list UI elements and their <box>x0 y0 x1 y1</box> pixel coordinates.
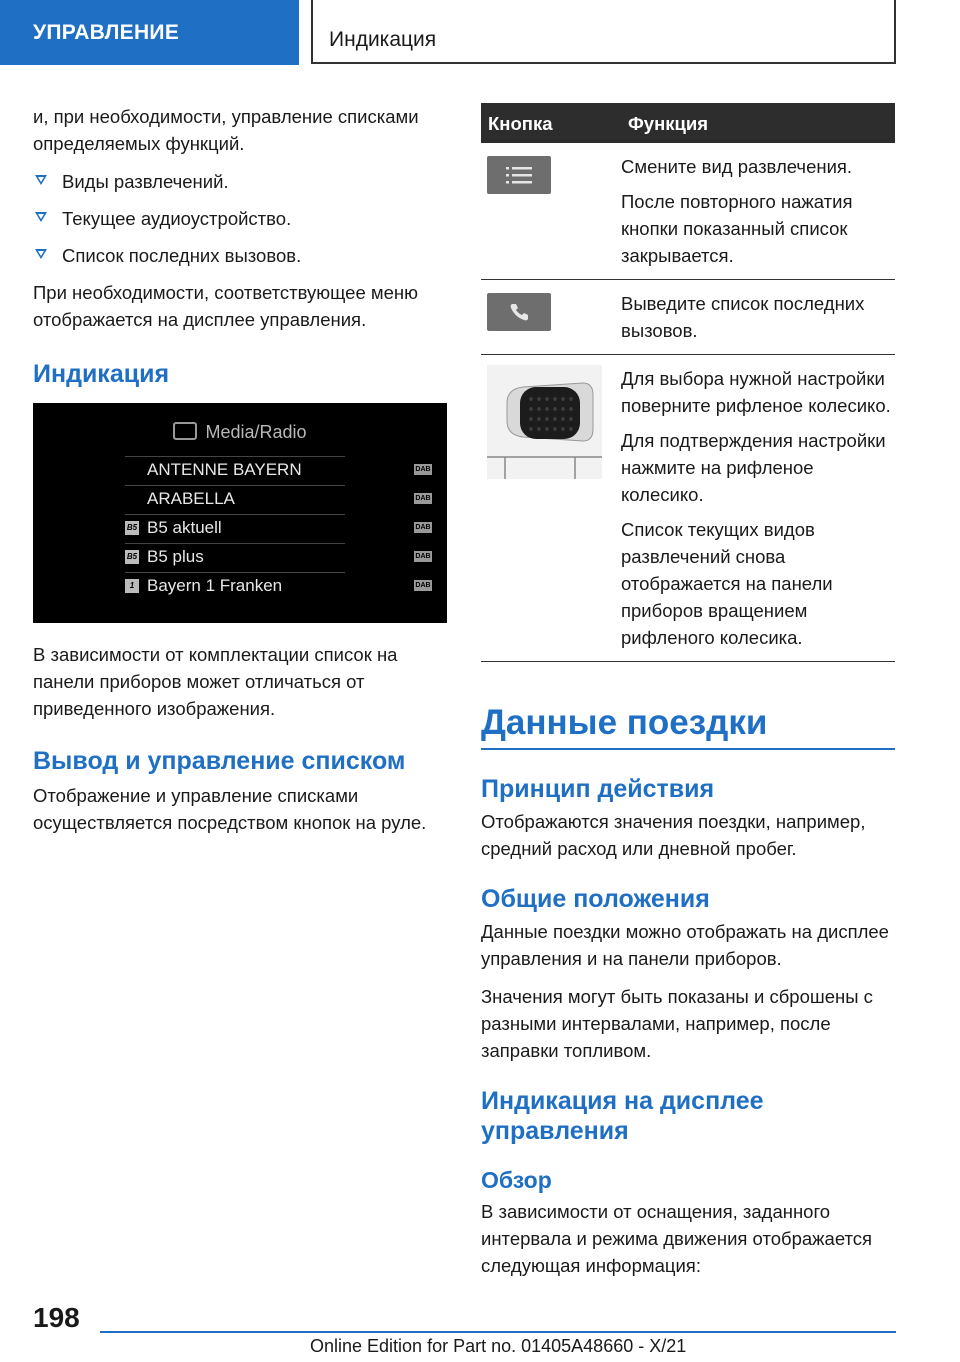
function-text: Смените вид развлечения. <box>621 156 853 177</box>
page-number: 198 <box>33 1302 80 1333</box>
heading-display: Индикация <box>33 360 170 388</box>
col-header-button: Кнопка <box>481 103 621 143</box>
section-title: Индикация <box>311 0 896 64</box>
function-text: После повторного нажатия кнопки показанный список закрывается. <box>621 191 853 266</box>
general-paragraph-1: Данные поездки можно отображать на дисплее управления и на панели приборов. <box>481 921 889 969</box>
triangle-bullet-icon <box>35 175 47 185</box>
menu-paragraph: При необходимости, соответствующее меню отображается на дисплее управления. <box>33 282 418 330</box>
footer-rule <box>100 1331 896 1333</box>
equipment-paragraph: В зависимости от комплектации список на панели приборов может отличаться от приведенного изображения. <box>33 644 398 719</box>
bullet-item: Текущее аудиоустройство. <box>33 205 447 232</box>
trip-data-title: Данные поездки <box>481 703 768 742</box>
heading-overview: Обзор <box>481 1167 552 1193</box>
title-rule <box>481 748 895 750</box>
principle-paragraph: Отображаются значения поездки, например, средний расход или дневной пробег. <box>481 811 866 859</box>
heading-display-control: Индикация на дисплее управления <box>481 1087 764 1145</box>
dab-badge: DAB <box>415 524 431 531</box>
media-radio-screenshot <box>33 403 447 623</box>
table-row <box>481 355 895 662</box>
table-row <box>481 280 895 355</box>
table-row <box>481 143 895 280</box>
station-row: B5 B5 aktuell DAB <box>125 514 345 541</box>
button-function-table <box>481 103 895 662</box>
heading-general: Общие положения <box>481 885 710 913</box>
triangle-bullet-icon <box>35 249 47 259</box>
dab-badge: DAB <box>415 582 431 589</box>
phone-icon <box>487 293 551 331</box>
knurled-wheel-icon <box>487 365 602 479</box>
function-text: Для выбора нужной настройки поверните рифленое колесико. <box>621 368 891 416</box>
chapter-tab: УПРАВЛЕНИЕ <box>0 0 299 65</box>
function-text: Для подтверждения настройки нажмите на рифленое колесико. <box>621 430 886 505</box>
bullet-item: Виды развлечений. <box>33 168 447 195</box>
overview-paragraph: В зависимости от оснащения, заданного интервала и режима движения отображается следующая информация: <box>481 1201 873 1276</box>
radio-title: Media/Radio <box>33 419 447 446</box>
radio-source-icon <box>173 422 197 440</box>
dab-badge: DAB <box>415 495 431 502</box>
list-icon <box>487 156 551 194</box>
dab-badge: DAB <box>415 466 431 473</box>
right-column <box>481 103 895 1290</box>
station-row: B5 B5 plus DAB <box>125 543 345 570</box>
heading-list-control: Вывод и управление списком <box>33 747 406 775</box>
bullet-list <box>33 168 447 269</box>
function-text: Выведите список последних вызовов. <box>621 293 865 341</box>
bullet-item: Список последних вызовов. <box>33 242 447 269</box>
station-row: 1 Bayern 1 Franken DAB <box>125 572 345 599</box>
station-row: ARABELLA DAB <box>125 485 345 512</box>
station-row: ANTENNE BAYERN DAB <box>125 456 345 483</box>
intro-paragraph: и, при необходимости, управление списками определяемых функций. <box>33 106 419 154</box>
station-logo-icon: B5 <box>125 521 139 535</box>
function-text: Список текущих видов развлечений снова отображается на панели приборов вращением рифленого колесика. <box>621 519 833 648</box>
heading-principle: Принцип действия <box>481 775 715 803</box>
table-header-row <box>481 103 895 143</box>
list-control-paragraph: Отображение и управление списками осуществляется посредством кнопок на руле. <box>33 785 427 833</box>
general-paragraph-2: Значения могут быть показаны и сброшены с разными интервалами, например, после заправки топливом. <box>481 986 873 1061</box>
station-logo-icon: B5 <box>125 550 139 564</box>
col-header-function: Функция <box>621 103 895 143</box>
triangle-bullet-icon <box>35 212 47 222</box>
edition-label: Online Edition for Part no. 01405A48660 - X/21 <box>310 1336 687 1356</box>
station-logo-icon: 1 <box>125 579 139 593</box>
dab-badge: DAB <box>415 553 431 560</box>
left-column <box>33 103 447 847</box>
